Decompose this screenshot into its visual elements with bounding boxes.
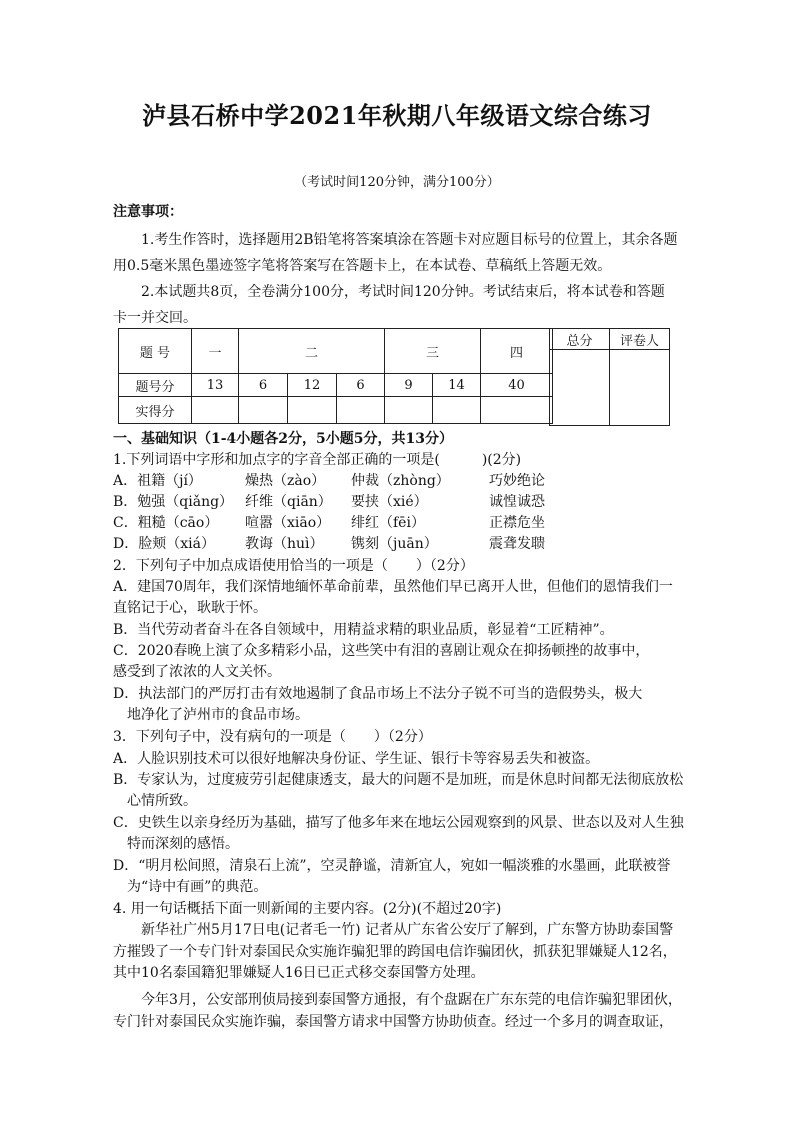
score-earned-cell[interactable] [385, 397, 433, 424]
score-header-part-1: 一 [192, 329, 239, 374]
q3-stem: 3．下列句子中，没有病句的一项是（ ）（2分） [113, 729, 432, 745]
score-earned-cell[interactable] [337, 397, 385, 424]
q3-option-b-line-2: 心情所致。 [127, 793, 197, 809]
score-header-part-3: 三 [385, 329, 481, 374]
q2-option-d-line-2: 地净化了泸州市的食品市场。 [127, 707, 309, 723]
total-score-table [549, 328, 670, 426]
q1-d-word-1: D．脸颊（xiá） [113, 536, 215, 552]
q2-option-a-line-2: 直铭记于心，耿耿于怀。 [113, 600, 267, 616]
q2-option-c-line-1[interactable]: C．2020春晚上演了众多精彩小品，这些笑中有泪的喜剧让观众在抑扬顿挫的故事中， [113, 643, 650, 659]
q1-d-word-4: 震聋发聩 [489, 536, 545, 552]
notice-item-2-line-2: 卡一并交回。 [113, 310, 197, 326]
score-earned-cell[interactable] [288, 397, 337, 424]
score-points-cell: 14 [433, 374, 481, 397]
q4-news-p1-line-3: 其中10名泰国籍犯罪嫌疑人16日已正式移交泰国警方处理。 [113, 965, 485, 981]
q1-b-word-1: B．勉强（qiǎng） [113, 494, 234, 510]
q3-option-a[interactable]: A．人脸识别技术可以很好地解决身份证、学生证、银行卡等容易丢失和被盗。 [113, 751, 600, 767]
score-earned-cell[interactable] [433, 397, 481, 424]
total-score-box[interactable] [550, 350, 610, 426]
score-points-cell: 6 [337, 374, 385, 397]
q4-news-p1-line-2: 方摧毁了一个专门针对泰国民众实施诈骗犯罪的跨国电信诈骗团伙，抓获犯罪嫌疑人12名， [113, 944, 677, 960]
notice-item-1-line-1: 1.考生作答时，选择题用2B铅笔将答案填涂在答题卡对应题目标号的位置上，其余各题 [141, 232, 678, 248]
q2-option-c-line-2: 感受到了浓浓的人文关怀。 [113, 664, 281, 680]
q1-d-word-2: 教诲（huì） [245, 536, 324, 552]
score-points-cell: 9 [385, 374, 433, 397]
score-earned-cell[interactable] [481, 397, 553, 424]
score-table [118, 328, 553, 424]
grader-label: 评卷人 [610, 329, 670, 350]
q1-a-word-1: A．祖籍（jí） [113, 473, 202, 489]
q1-c-word-2: 喧嚣（xiāo） [245, 515, 331, 531]
q3-option-d-line-2: 为“诗中有画”的典范。 [127, 879, 268, 895]
q1-stem: 1.下列词语中字形和加点字的字音全部正确的一项是( )(2分) [113, 452, 522, 468]
score-header-part-4: 四 [481, 329, 553, 374]
q1-c-word-4: 正襟危坐 [489, 515, 545, 531]
q4-stem: 4. 用一句话概括下面一则新闻的主要内容。(2分)(不超过20字) [113, 901, 502, 917]
total-score-label: 总分 [550, 329, 610, 350]
score-earned-label: 实得分 [119, 397, 192, 424]
notice-heading: 注意事项： [113, 204, 183, 220]
q2-option-b[interactable]: B．当代劳动者奋斗在各自领域中，用精益求精的职业品质，彰显着“工匠精神”。 [113, 622, 614, 638]
q1-a-word-3: 仲裁（zhòng） [351, 473, 450, 489]
score-earned-cell[interactable] [239, 397, 288, 424]
grader-box[interactable] [610, 350, 670, 426]
score-header-label: 题 号 [119, 329, 192, 374]
score-points-label: 题号分 [119, 374, 192, 397]
q1-a-word-2: 燥热（zào） [245, 473, 326, 489]
q3-option-b-line-1[interactable]: B．专家认为，过度疲劳引起健康透支，最大的问题不是加班，而是休息时间都无法彻底放松 [113, 772, 684, 788]
q1-a-word-4: 巧妙绝论 [489, 473, 545, 489]
q1-b-word-2: 纤维（qiān） [245, 494, 332, 510]
q4-news-p2-line-2: 专门针对泰国民众实施诈骗，泰国警方请求中国警方协助侦查。经过一个多月的调查取证， [113, 1014, 673, 1030]
q1-b-word-3: 要挟（xié） [351, 494, 428, 510]
q3-option-c-line-2: 特而深刻的感悟。 [127, 836, 239, 852]
q1-b-word-4: 诚惶诚恐 [489, 494, 545, 510]
q2-option-d-line-1[interactable]: D．执法部门的严厉打击有效地遏制了食品市场上不法分子锐不可当的造假势头，极大 [113, 686, 643, 702]
q1-c-word-3: 绯红（fēi） [351, 515, 425, 531]
score-points-cell: 6 [239, 374, 288, 397]
notice-item-1-line-2: 用0.5毫米黑色墨迹签字笔将答案写在答题卡上，在本试卷、草稿纸上答题无效。 [113, 258, 612, 274]
score-header-part-2: 二 [239, 329, 385, 374]
q3-option-d-line-1[interactable]: D．“明月松间照，清泉石上流”，空灵静谧，清新宜人，宛如一幅淡雅的水墨画，此联被誉 [113, 858, 671, 874]
page-title: 泸县石桥中学2021年秋期八年级语文综合练习 [142, 101, 652, 130]
score-points-cell: 13 [192, 374, 239, 397]
q2-option-a-line-1[interactable]: A．建国70周年，我们深情地缅怀革命前辈，虽然他们早已离开人世，但他们的恩情我们一 [113, 579, 673, 595]
q1-c-word-1: C．粗糙（cāo） [113, 515, 219, 531]
q4-news-p1-line-1: 新华社广州5月17日电(记者毛一竹) 记者从广东省公安厅了解到，广东警方协助泰国警 [141, 922, 674, 938]
q2-stem: 2．下列句子中加点成语使用恰当的一项是（ ）（2分） [113, 558, 474, 574]
score-earned-cell[interactable] [192, 397, 239, 424]
notice-item-2-line-1: 2.本试题共8页，全卷满分100分，考试时间120分钟。考试结束后，将本试卷和答题 [141, 284, 665, 300]
q1-d-word-3: 镌刻（juān） [351, 536, 438, 552]
exam-info: （考试时间120分钟，满分100分） [294, 175, 500, 190]
score-points-cell: 12 [288, 374, 337, 397]
score-points-cell: 40 [481, 374, 553, 397]
q4-news-p2-line-1: 今年3月，公安部刑侦局接到泰国警方通报，有个盘踞在广东东莞的电信诈骗犯罪团伙， [141, 992, 682, 1008]
q3-option-c-line-1[interactable]: C．史铁生以亲身经历为基础，描写了他多年来在地坛公园观察到的风景、世态以及对人生独 [113, 815, 684, 831]
section-1-heading: 一、基础知识（1-4小题各2分，5小题5分，共13分） [113, 431, 453, 447]
